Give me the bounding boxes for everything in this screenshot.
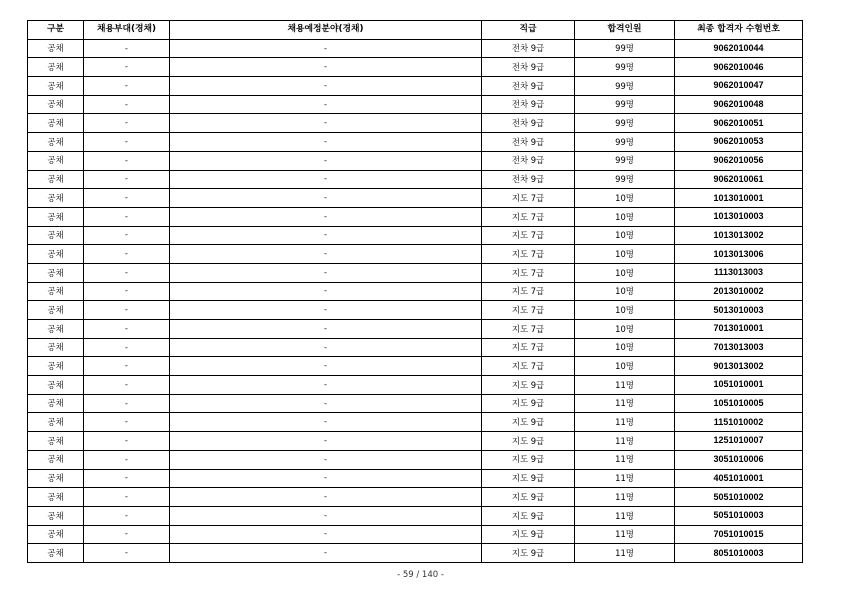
exam-number-cell: 5051010003 — [675, 506, 803, 525]
exam-number-cell: 9062010047 — [675, 77, 803, 96]
exam-number-cell: 1251010007 — [675, 432, 803, 451]
category-cell: 공채 — [28, 525, 84, 544]
category-cell: 공채 — [28, 282, 84, 301]
field-cell: - — [170, 245, 482, 264]
field-cell: - — [170, 114, 482, 133]
unit-cell: - — [84, 151, 170, 170]
grade-cell: 지도 7급 — [482, 207, 575, 226]
category-cell: 공채 — [28, 170, 84, 189]
table-row — [28, 394, 803, 413]
pass-count-cell: 10명 — [575, 189, 675, 208]
category-cell: 공채 — [28, 301, 84, 320]
table-row — [28, 133, 803, 152]
field-cell: - — [170, 77, 482, 96]
category-cell: 공채 — [28, 432, 84, 451]
grade-cell: 지도 9급 — [482, 488, 575, 507]
unit-cell: - — [84, 432, 170, 451]
category-cell: 공채 — [28, 376, 84, 395]
category-cell: 공채 — [28, 488, 84, 507]
category-cell: 공채 — [28, 320, 84, 339]
unit-cell: - — [84, 506, 170, 525]
grade-cell: 지도 7급 — [482, 245, 575, 264]
unit-cell: - — [84, 39, 170, 58]
unit-cell: - — [84, 263, 170, 282]
header-pass-count: 합격인원 — [575, 21, 675, 40]
category-cell: 공채 — [28, 263, 84, 282]
field-cell: - — [170, 58, 482, 77]
table-row — [28, 39, 803, 58]
category-cell: 공채 — [28, 39, 84, 58]
table-row — [28, 189, 803, 208]
table-row — [28, 320, 803, 339]
header-category: 구분 — [28, 21, 84, 40]
category-cell: 공채 — [28, 245, 84, 264]
pass-count-cell: 10명 — [575, 207, 675, 226]
pass-count-cell: 11명 — [575, 413, 675, 432]
table-row — [28, 226, 803, 245]
grade-cell: 지도 9급 — [482, 450, 575, 469]
header-row — [28, 21, 803, 40]
pass-count-cell: 99명 — [575, 95, 675, 114]
field-cell: - — [170, 338, 482, 357]
unit-cell: - — [84, 77, 170, 96]
category-cell: 공채 — [28, 114, 84, 133]
pass-count-cell: 11명 — [575, 376, 675, 395]
exam-number-cell: 1151010002 — [675, 413, 803, 432]
field-cell: - — [170, 207, 482, 226]
exam-number-cell: 3051010006 — [675, 450, 803, 469]
grade-cell: 전차 9급 — [482, 133, 575, 152]
pass-count-cell: 99명 — [575, 133, 675, 152]
pass-count-cell: 10명 — [575, 320, 675, 339]
unit-cell: - — [84, 95, 170, 114]
grade-cell: 지도 9급 — [482, 432, 575, 451]
grade-cell: 전차 9급 — [482, 95, 575, 114]
grade-cell: 전차 9급 — [482, 58, 575, 77]
table-row — [28, 432, 803, 451]
unit-cell: - — [84, 450, 170, 469]
grade-cell: 전차 9급 — [482, 77, 575, 96]
field-cell: - — [170, 376, 482, 395]
grade-cell: 지도 7급 — [482, 263, 575, 282]
field-cell: - — [170, 282, 482, 301]
field-cell: - — [170, 301, 482, 320]
category-cell: 공채 — [28, 413, 84, 432]
category-cell: 공채 — [28, 226, 84, 245]
category-cell: 공채 — [28, 95, 84, 114]
category-cell: 공채 — [28, 151, 84, 170]
exam-number-cell: 7013010001 — [675, 320, 803, 339]
table-row — [28, 95, 803, 114]
pass-count-cell: 11명 — [575, 488, 675, 507]
exam-number-cell: 5013010003 — [675, 301, 803, 320]
grade-cell: 지도 9급 — [482, 544, 575, 563]
category-cell: 공채 — [28, 133, 84, 152]
unit-cell: - — [84, 357, 170, 376]
field-cell: - — [170, 506, 482, 525]
table-header — [28, 21, 803, 40]
unit-cell: - — [84, 338, 170, 357]
table-row — [28, 58, 803, 77]
table-row — [28, 338, 803, 357]
unit-cell: - — [84, 320, 170, 339]
pass-count-cell: 10명 — [575, 301, 675, 320]
table-row — [28, 114, 803, 133]
table-row — [28, 525, 803, 544]
exam-number-cell: 1013013002 — [675, 226, 803, 245]
unit-cell: - — [84, 114, 170, 133]
results-table — [27, 20, 803, 563]
field-cell: - — [170, 226, 482, 245]
page-number: - 59 / 140 - — [397, 570, 444, 580]
grade-cell: 지도 7급 — [482, 338, 575, 357]
grade-cell: 전차 9급 — [482, 39, 575, 58]
pass-count-cell: 10명 — [575, 226, 675, 245]
table-body — [28, 39, 803, 562]
grade-cell: 지도 7급 — [482, 357, 575, 376]
exam-number-cell: 1013010001 — [675, 189, 803, 208]
exam-number-cell: 1113013003 — [675, 263, 803, 282]
category-cell: 공채 — [28, 394, 84, 413]
pass-count-cell: 10명 — [575, 263, 675, 282]
pass-count-cell: 11명 — [575, 544, 675, 563]
table-row — [28, 357, 803, 376]
table-row — [28, 469, 803, 488]
header-recruiting-field: 채용예정분야(경채) — [170, 21, 482, 40]
grade-cell: 지도 9급 — [482, 394, 575, 413]
unit-cell: - — [84, 413, 170, 432]
pass-count-cell: 10명 — [575, 338, 675, 357]
table-row — [28, 544, 803, 563]
exam-number-cell: 5051010002 — [675, 488, 803, 507]
pass-count-cell: 99명 — [575, 58, 675, 77]
exam-number-cell: 7013013003 — [675, 338, 803, 357]
category-cell: 공채 — [28, 544, 84, 563]
field-cell: - — [170, 170, 482, 189]
exam-number-cell: 9062010051 — [675, 114, 803, 133]
category-cell: 공채 — [28, 450, 84, 469]
grade-cell: 지도 7급 — [482, 226, 575, 245]
field-cell: - — [170, 263, 482, 282]
exam-number-cell: 7051010015 — [675, 525, 803, 544]
unit-cell: - — [84, 189, 170, 208]
exam-number-cell: 9062010061 — [675, 170, 803, 189]
field-cell: - — [170, 357, 482, 376]
exam-number-cell: 1051010005 — [675, 394, 803, 413]
pass-count-cell: 99명 — [575, 151, 675, 170]
unit-cell: - — [84, 226, 170, 245]
grade-cell: 전차 9급 — [482, 114, 575, 133]
grade-cell: 지도 9급 — [482, 469, 575, 488]
exam-number-cell: 1013013006 — [675, 245, 803, 264]
field-cell: - — [170, 432, 482, 451]
pass-count-cell: 10명 — [575, 245, 675, 264]
pass-count-cell: 11명 — [575, 469, 675, 488]
field-cell: - — [170, 525, 482, 544]
unit-cell: - — [84, 525, 170, 544]
table-row — [28, 301, 803, 320]
exam-number-cell: 1013010003 — [675, 207, 803, 226]
exam-number-cell: 4051010001 — [675, 469, 803, 488]
pass-count-cell: 99명 — [575, 170, 675, 189]
category-cell: 공채 — [28, 58, 84, 77]
unit-cell: - — [84, 58, 170, 77]
grade-cell: 지도 7급 — [482, 301, 575, 320]
grade-cell: 전차 9급 — [482, 151, 575, 170]
grade-cell: 지도 7급 — [482, 189, 575, 208]
grade-cell: 지도 7급 — [482, 282, 575, 301]
category-cell: 공채 — [28, 469, 84, 488]
header-grade: 직급 — [482, 21, 575, 40]
pass-count-cell: 11명 — [575, 506, 675, 525]
table-row — [28, 151, 803, 170]
unit-cell: - — [84, 394, 170, 413]
table-row — [28, 376, 803, 395]
field-cell: - — [170, 544, 482, 563]
pass-count-cell: 11명 — [575, 432, 675, 451]
grade-cell: 전차 9급 — [482, 170, 575, 189]
pass-count-cell: 10명 — [575, 357, 675, 376]
exam-number-cell: 9013013002 — [675, 357, 803, 376]
unit-cell: - — [84, 245, 170, 264]
field-cell: - — [170, 320, 482, 339]
pass-count-cell: 99명 — [575, 39, 675, 58]
unit-cell: - — [84, 469, 170, 488]
unit-cell: - — [84, 207, 170, 226]
table-row — [28, 245, 803, 264]
table-row — [28, 207, 803, 226]
table-row — [28, 77, 803, 96]
table-row — [28, 282, 803, 301]
exam-number-cell: 8051010003 — [675, 544, 803, 563]
exam-number-cell: 9062010044 — [675, 39, 803, 58]
pass-count-cell: 99명 — [575, 77, 675, 96]
field-cell: - — [170, 133, 482, 152]
pass-count-cell: 10명 — [575, 282, 675, 301]
field-cell: - — [170, 39, 482, 58]
table-row — [28, 506, 803, 525]
unit-cell: - — [84, 544, 170, 563]
unit-cell: - — [84, 301, 170, 320]
grade-cell: 지도 9급 — [482, 376, 575, 395]
field-cell: - — [170, 469, 482, 488]
exam-number-cell: 9062010056 — [675, 151, 803, 170]
category-cell: 공채 — [28, 357, 84, 376]
table-row — [28, 488, 803, 507]
category-cell: 공채 — [28, 506, 84, 525]
table-row — [28, 170, 803, 189]
pass-count-cell: 11명 — [575, 450, 675, 469]
field-cell: - — [170, 189, 482, 208]
header-recruiting-unit: 채용부대(경채) — [84, 21, 170, 40]
header-exam-number: 최종 합격자 수험번호 — [675, 21, 803, 40]
field-cell: - — [170, 450, 482, 469]
unit-cell: - — [84, 376, 170, 395]
category-cell: 공채 — [28, 189, 84, 208]
table-row — [28, 263, 803, 282]
exam-number-cell: 1051010001 — [675, 376, 803, 395]
unit-cell: - — [84, 170, 170, 189]
field-cell: - — [170, 394, 482, 413]
field-cell: - — [170, 488, 482, 507]
field-cell: - — [170, 151, 482, 170]
pass-count-cell: 11명 — [575, 525, 675, 544]
grade-cell: 지도 9급 — [482, 413, 575, 432]
unit-cell: - — [84, 133, 170, 152]
field-cell: - — [170, 413, 482, 432]
table-row — [28, 450, 803, 469]
category-cell: 공채 — [28, 207, 84, 226]
table-row — [28, 413, 803, 432]
exam-number-cell: 9062010048 — [675, 95, 803, 114]
category-cell: 공채 — [28, 77, 84, 96]
category-cell: 공채 — [28, 338, 84, 357]
unit-cell: - — [84, 488, 170, 507]
exam-number-cell: 9062010046 — [675, 58, 803, 77]
field-cell: - — [170, 95, 482, 114]
pass-count-cell: 11명 — [575, 394, 675, 413]
grade-cell: 지도 9급 — [482, 506, 575, 525]
grade-cell: 지도 9급 — [482, 525, 575, 544]
exam-number-cell: 2013010002 — [675, 282, 803, 301]
exam-number-cell: 9062010053 — [675, 133, 803, 152]
unit-cell: - — [84, 282, 170, 301]
grade-cell: 지도 7급 — [482, 320, 575, 339]
pass-count-cell: 99명 — [575, 114, 675, 133]
